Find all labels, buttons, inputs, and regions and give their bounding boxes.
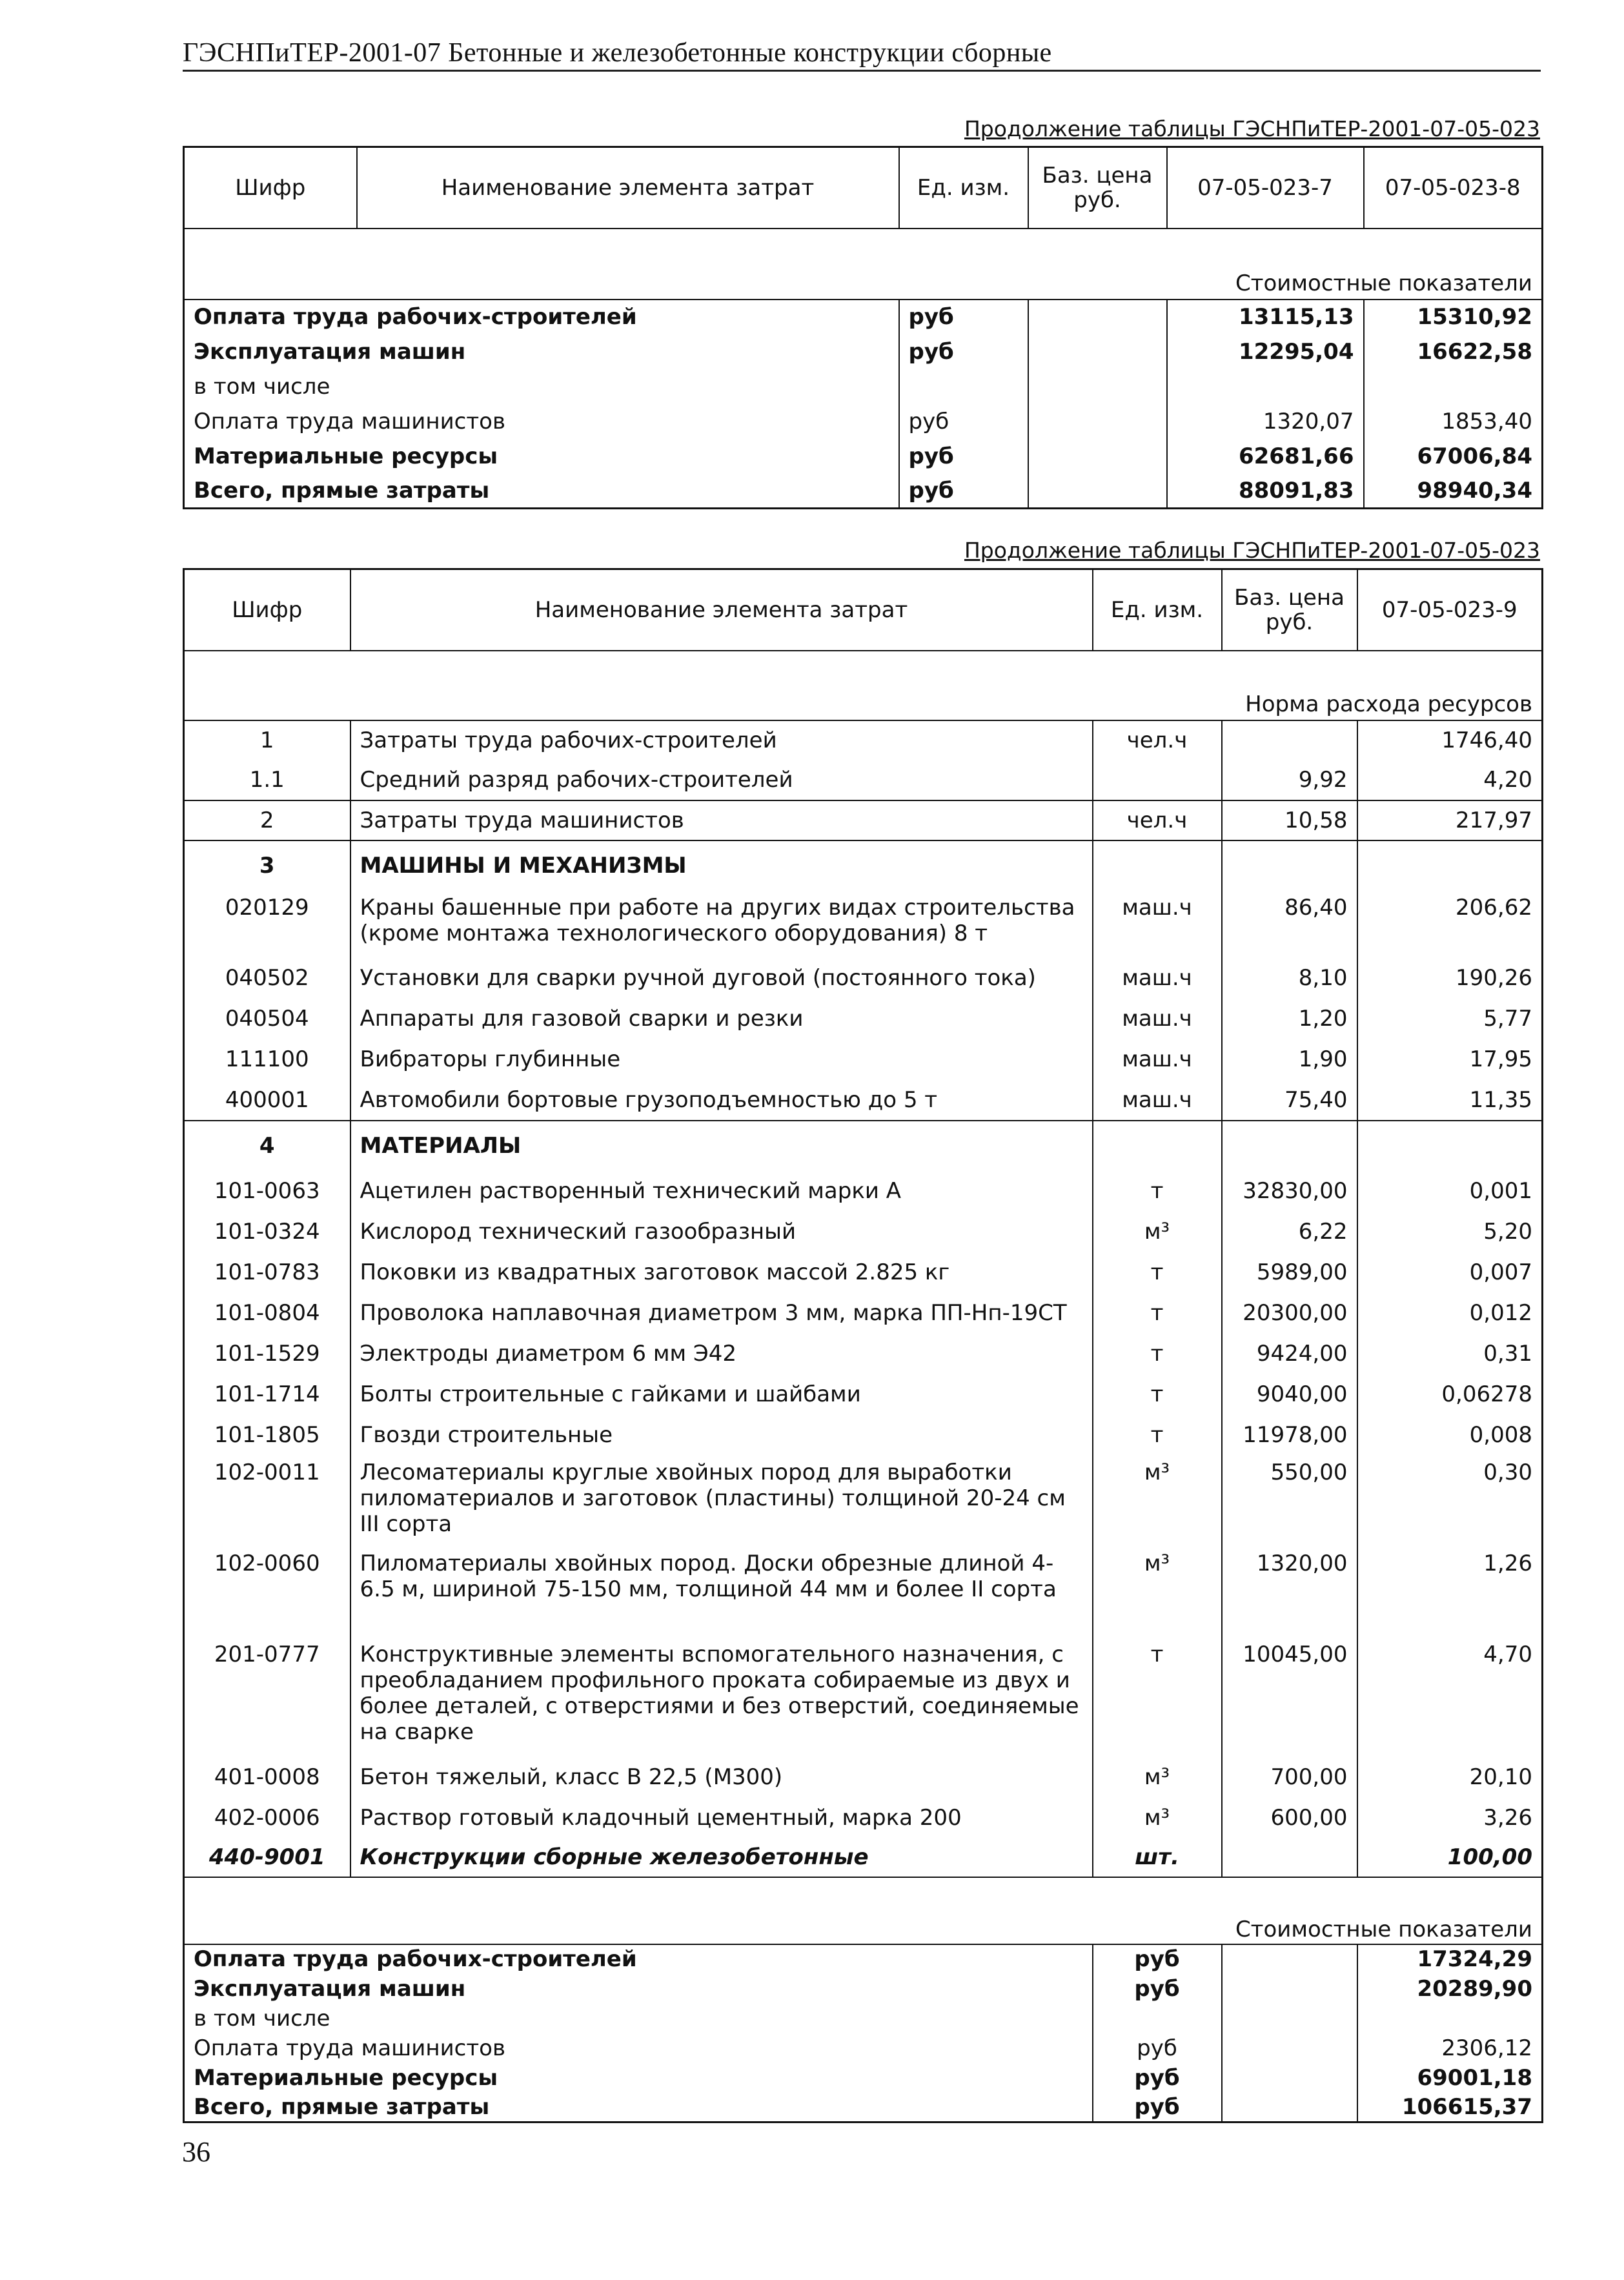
table2-row-price (1222, 720, 1357, 760)
table2-section-label: Норма расхода ресурсов (1245, 691, 1532, 717)
table2-row-price: 11978,00 (1222, 1415, 1357, 1456)
table2-row (184, 999, 1543, 1039)
table2-row (184, 1212, 1543, 1252)
table2-row-name: Конструктивные элементы вспомогательного назначения, с преобладанием профильного проката собираемые из двух и более деталей, с отверстиями и без отверстий, соединяемые на сварке (350, 1638, 1093, 1757)
table2-row-name: Проволока наплавочная диаметром 3 мм, марка ПП-Нп-19СТ (350, 1293, 1093, 1334)
table2-row-value: 100,00 (1357, 1838, 1543, 1877)
table2-row-price: 5989,00 (1222, 1252, 1357, 1293)
table1-row-price (1028, 300, 1167, 334)
table2-row-unit: м³ (1093, 1456, 1222, 1547)
table2-row (184, 720, 1543, 760)
table1-row-price (1028, 334, 1167, 369)
table2-row-code: 020129 (225, 894, 309, 921)
table2-cost-price (1222, 1944, 1357, 1974)
table1-row-name: Всего, прямые затраты (194, 477, 490, 504)
table2-row (184, 1293, 1543, 1334)
table2-caption-text: Продолжение таблицы ГЭСНПиТЕР-2001-07-05-023 (964, 538, 1540, 563)
table2-row (184, 1757, 1543, 1798)
table2-row-price: 86,40 (1222, 891, 1357, 958)
table2-row (184, 1039, 1543, 1080)
table2-cost-row (184, 1974, 1543, 2004)
table2-row (184, 958, 1543, 999)
table2-col-price: Баз. цена руб. (1222, 569, 1357, 651)
table2-row-price (1222, 1121, 1357, 1171)
table2-row-code: 040502 (225, 965, 309, 991)
table1-row-value1 (1167, 369, 1364, 404)
table2-row-code: 101-0804 (214, 1300, 320, 1326)
table2-row-name: Электроды диаметром 6 мм Э42 (350, 1334, 1093, 1374)
table2-row-price: 700,00 (1222, 1757, 1357, 1798)
table1-row-value1: 88091,83 (1167, 474, 1364, 509)
table2-row-unit (1093, 840, 1222, 891)
table2-row-name: Вибраторы глубинные (350, 1039, 1093, 1080)
table2-row-price: 1,90 (1222, 1039, 1357, 1080)
table2-row-unit: маш.ч (1093, 1039, 1222, 1080)
table2-row-code: 101-1714 (214, 1381, 320, 1407)
table2-row-name: Поковки из квадратных заготовок массой 2.825 кг (350, 1252, 1093, 1293)
table2-cost-value: 20289,90 (1357, 1974, 1543, 2004)
table2-row-name: Автомобили бортовые грузоподъемностью до 5 т (350, 1080, 1093, 1121)
table2-row-code: 102-0011 (214, 1459, 320, 1485)
table2-row-price: 10,58 (1222, 800, 1357, 840)
table1-row-value1: 1320,07 (1167, 404, 1364, 439)
table2-row-unit: маш.ч (1093, 1080, 1222, 1121)
table2-cost-price (1222, 2004, 1357, 2033)
table2-row-unit: чел.ч (1093, 720, 1222, 760)
table2-row (184, 1080, 1543, 1121)
table2-col-value: 07-05-023-9 (1357, 569, 1543, 651)
table2-cost-name: Всего, прямые затраты (194, 2093, 490, 2120)
table1-section-row (184, 262, 1543, 300)
table1-row (184, 334, 1543, 369)
table1-row-price (1028, 404, 1167, 439)
table2-row-name: Болты строительные с гайками и шайбами (350, 1374, 1093, 1415)
table1-row-unit: руб (899, 300, 1028, 334)
table2-row-value: 1,26 (1357, 1547, 1543, 1638)
table2-row (184, 760, 1543, 800)
table2-row (184, 1334, 1543, 1374)
table2-cost-name: Оплата труда рабочих-строителей (184, 1944, 1093, 1974)
table1-row-value2: 15310,92 (1364, 300, 1543, 334)
table2-row-name: Средний разряд рабочих-строителей (350, 760, 1093, 800)
table2-row-unit (1093, 760, 1222, 800)
table2-row-code: 102-0060 (214, 1550, 320, 1576)
table2-row-code: 1.1 (249, 767, 285, 793)
table2-row-code: 4 (184, 1121, 350, 1171)
table2-body (184, 720, 1543, 2122)
table2-cost-label: Стоимостные показатели (1235, 1916, 1532, 1942)
table2-group-row (184, 1121, 1543, 1171)
table2-cost-price (1222, 2093, 1357, 2122)
table2-cost-unit: руб (1093, 2033, 1222, 2063)
table2-row-name: Бетон тяжелый, класс В 22,5 (М300) (350, 1757, 1093, 1798)
table1-row-value2 (1364, 369, 1543, 404)
table2-row-value: 4,20 (1357, 760, 1543, 800)
table2-cost-row (184, 2063, 1543, 2093)
table1-row-value1: 12295,04 (1167, 334, 1364, 369)
table2-section-row (184, 684, 1543, 720)
table1-row-name: в том числе (194, 373, 330, 400)
table2-row-name: МАТЕРИАЛЫ (350, 1121, 1093, 1171)
table1-row-value2: 67006,84 (1364, 439, 1543, 474)
table2-row-name: Пиломатериалы хвойных пород. Доски обрезные длиной 4-6.5 м, шириной 75-150 мм, толщиной 44 мм и более II сорта (350, 1547, 1093, 1638)
table2-cost-row (184, 2004, 1543, 2033)
table2-col-unit: Ед. изм. (1093, 569, 1222, 651)
table1-row (184, 474, 1543, 509)
table2-row-name: Конструкции сборные железобетонные (350, 1838, 1093, 1877)
table2-cost-name: Материальные ресурсы (194, 2064, 498, 2091)
table2-row-price: 9040,00 (1222, 1374, 1357, 1415)
table2-row-price: 600,00 (1222, 1798, 1357, 1838)
table2-cost-row (184, 2093, 1543, 2122)
table2-row-value: 0,008 (1357, 1415, 1543, 1456)
table2-row-unit: м³ (1093, 1757, 1222, 1798)
table2-row-value: 0,06278 (1357, 1374, 1543, 1415)
table2-row-code: 1 (184, 720, 350, 760)
table2-row (184, 1415, 1543, 1456)
table2-row-price: 1320,00 (1222, 1547, 1357, 1638)
table1-row-price (1028, 439, 1167, 474)
table2-row-unit: м³ (1093, 1547, 1222, 1638)
table1-col-code: Шифр (184, 147, 357, 229)
table2-cost-row (184, 1944, 1543, 1974)
table1-col-v1: 07-05-023-7 (1167, 147, 1364, 229)
table2-row (184, 1638, 1543, 1757)
table1-row-value1: 13115,13 (1167, 300, 1364, 334)
table2-row-unit: т (1093, 1638, 1222, 1757)
table2-row-price: 75,40 (1222, 1080, 1357, 1121)
table2-row-unit: маш.ч (1093, 891, 1222, 958)
table2-row-name: Лесоматериалы круглые хвойных пород для выработки пиломатериалов и заготовок (пластины) толщиной 20-24 см III сорта (350, 1456, 1093, 1547)
table2-row-unit: т (1093, 1374, 1222, 1415)
table1-row-name: Оплата труда машинистов (194, 408, 506, 434)
table2-cost-price (1222, 2033, 1357, 2063)
table2-row-price: 8,10 (1222, 958, 1357, 999)
table2-row-value: 5,77 (1357, 999, 1543, 1039)
table2-row-value: 3,26 (1357, 1798, 1543, 1838)
table1-col-unit: Ед. изм. (899, 147, 1028, 229)
table2-row-price: 550,00 (1222, 1456, 1357, 1547)
table2-row-value: 190,26 (1357, 958, 1543, 999)
table2-cost-unit: руб (1093, 2063, 1222, 2093)
table2-row-value: 0,31 (1357, 1334, 1543, 1374)
table2-row-code: 3 (184, 840, 350, 891)
table2-row-unit: м³ (1093, 1212, 1222, 1252)
table2-row-code: 101-0324 (214, 1219, 320, 1245)
table1-row-value2: 16622,58 (1364, 334, 1543, 369)
table1-caption (839, 116, 1540, 141)
table2-row-price: 6,22 (1222, 1212, 1357, 1252)
table2-row (184, 1547, 1543, 1638)
table2-final-row (184, 1838, 1543, 1877)
table2-row (184, 800, 1543, 840)
table1-caption-text: Продолжение таблицы ГЭСНПиТЕР-2001-07-05-023 (964, 116, 1540, 141)
table2-caption (839, 538, 1540, 563)
table2-cost-value: 69001,18 (1357, 2063, 1543, 2093)
table2-cost-unit: руб (1093, 1944, 1222, 1974)
table2-row-value: 0,001 (1357, 1171, 1543, 1212)
table2-cost-unit (1093, 2004, 1222, 2033)
table2-row-unit: т (1093, 1171, 1222, 1212)
table2 (183, 568, 1543, 2123)
table2-row (184, 1798, 1543, 1838)
table2-row-value: 0,30 (1357, 1456, 1543, 1547)
table1-col-name: Наименование элемента затрат (357, 147, 899, 229)
table2-cost-value: 2306,12 (1357, 2033, 1543, 2063)
table2-row-value: 0,007 (1357, 1252, 1543, 1293)
table1-row-unit (899, 369, 1028, 404)
table2-row-value (1357, 1121, 1543, 1171)
table1-row-name: Эксплуатация машин (194, 338, 466, 365)
table2-row (184, 1252, 1543, 1293)
table2-cost-name: Эксплуатация машин (194, 1975, 466, 2002)
table2-row-code: 201-0777 (214, 1641, 320, 1667)
table2-row-unit: т (1093, 1252, 1222, 1293)
table1-row-name: Материальные ресурсы (194, 443, 498, 469)
table2-row-unit: т (1093, 1293, 1222, 1334)
table2-row-value: 20,10 (1357, 1757, 1543, 1798)
table1-row-name: Оплата труда рабочих-строителей (184, 300, 899, 334)
table2-row-name: Гвозди строительные (350, 1415, 1093, 1456)
table2-row-unit: т (1093, 1334, 1222, 1374)
table2-row-value (1357, 840, 1543, 891)
table1-row (184, 369, 1543, 404)
table2-cost-value (1357, 2004, 1543, 2033)
table2-row-unit: шт. (1093, 1838, 1222, 1877)
table2-cost-name: в том числе (194, 2005, 330, 2031)
table2-row-price: 1,20 (1222, 999, 1357, 1039)
table2-row-value: 17,95 (1357, 1039, 1543, 1080)
table2-row-code: 440-9001 (208, 1844, 325, 1870)
table2-row-unit: т (1093, 1415, 1222, 1456)
table2-row-code: 111100 (225, 1046, 309, 1072)
table2-row-code: 101-0063 (214, 1178, 320, 1204)
table2-row-value: 206,62 (1357, 891, 1543, 958)
table1-row-unit: руб (899, 474, 1028, 509)
table1-row (184, 439, 1543, 474)
table1-col-v2: 07-05-023-8 (1364, 147, 1543, 229)
table2-spacer (184, 1877, 1543, 1913)
table2-header-row (184, 569, 1543, 651)
table1-section-label: Стоимостные показатели (1235, 270, 1532, 296)
table2-row-code: 101-1529 (214, 1341, 320, 1367)
table2-row-value: 1746,40 (1357, 720, 1543, 760)
table2-row-name: Затраты труда рабочих-строителей (350, 720, 1093, 760)
table2-row-code: 401-0008 (214, 1764, 320, 1790)
table2-row-name: МАШИНЫ И МЕХАНИЗМЫ (350, 840, 1093, 891)
table1-row-value1: 62681,66 (1167, 439, 1364, 474)
table1-row-value2: 1853,40 (1364, 404, 1543, 439)
table1-row-unit: руб (899, 439, 1028, 474)
table2-row-name: Раствор готовый кладочный цементный, марка 200 (350, 1798, 1093, 1838)
header-rule (183, 70, 1541, 72)
table2-group-row (184, 840, 1543, 891)
table1-row-unit: руб (899, 404, 1028, 439)
table1-row-price (1028, 474, 1167, 509)
table2-row-code: 2 (184, 800, 350, 840)
table1-row-value2: 98940,34 (1364, 474, 1543, 509)
table2-row-price: 32830,00 (1222, 1171, 1357, 1212)
table2-row-code: 101-1805 (214, 1422, 320, 1448)
table2-row-name: Кислород технический газообразный (350, 1212, 1093, 1252)
table2-cost-value: 106615,37 (1357, 2093, 1543, 2122)
table1-header-row (184, 147, 1543, 229)
table2-row-value: 0,012 (1357, 1293, 1543, 1334)
table2-row-unit (1093, 1121, 1222, 1171)
table1-col-price: Баз. цена руб. (1028, 147, 1167, 229)
running-title: ГЭСНПиТЕР-2001-07 Бетонные и железобетонные конструкции сборные (183, 38, 1052, 68)
table2-row-unit: м³ (1093, 1798, 1222, 1838)
table2-row-price (1222, 840, 1357, 891)
table2-row-name: Аппараты для газовой сварки и резки (350, 999, 1093, 1039)
table2-cost-price (1222, 2063, 1357, 2093)
table2-row-code: 040504 (225, 1006, 309, 1032)
table2-row-code: 400001 (225, 1086, 309, 1113)
table2-row-name: Затраты труда машинистов (350, 800, 1093, 840)
table2-cost-name: Оплата труда машинистов (194, 2035, 506, 2061)
table2-cost-value: 17324,29 (1357, 1944, 1543, 1974)
table2-row-unit: чел.ч (1093, 800, 1222, 840)
table1 (183, 146, 1543, 509)
table2-row-value: 11,35 (1357, 1080, 1543, 1121)
table2-row-value: 4,70 (1357, 1638, 1543, 1757)
table2-row-code: 402-0006 (214, 1805, 320, 1831)
table2-row (184, 1374, 1543, 1415)
table2-row-name: Установки для сварки ручной дуговой (постоянного тока) (350, 958, 1093, 999)
table2-col-code: Шифр (184, 569, 350, 651)
page-number: 36 (182, 2136, 210, 2168)
table2-row-name: Краны башенные при работе на других видах строительства (кроме монтажа технологического оборудования) 8 т (350, 891, 1093, 958)
table2-row-unit: маш.ч (1093, 999, 1222, 1039)
table2-row-unit: маш.ч (1093, 958, 1222, 999)
table2-cost-unit: руб (1093, 2093, 1222, 2122)
table2-row-price: 10045,00 (1222, 1638, 1357, 1757)
table2-row (184, 1171, 1543, 1212)
table2-cost-row (184, 2033, 1543, 2063)
table1-row-unit: руб (899, 334, 1028, 369)
table2-row-code: 101-0783 (214, 1259, 320, 1285)
table1-body (184, 300, 1543, 509)
table2-row-price (1222, 1838, 1357, 1877)
table1-row (184, 300, 1543, 334)
table2-row-price: 9424,00 (1222, 1334, 1357, 1374)
table2-row (184, 1456, 1543, 1547)
table1-row-price (1028, 369, 1167, 404)
table2-row-value: 217,97 (1357, 800, 1543, 840)
table2-row-price: 9,92 (1222, 760, 1357, 800)
table2-row (184, 891, 1543, 958)
table1-row (184, 404, 1543, 439)
table2-row-price: 20300,00 (1222, 1293, 1357, 1334)
table2-col-name: Наименование элемента затрат (350, 569, 1093, 651)
table2-cost-unit: руб (1093, 1974, 1222, 2004)
table2-row-value: 5,20 (1357, 1212, 1543, 1252)
table2-row-name: Ацетилен растворенный технический марки А (350, 1171, 1093, 1212)
table2-cost-price (1222, 1974, 1357, 2004)
